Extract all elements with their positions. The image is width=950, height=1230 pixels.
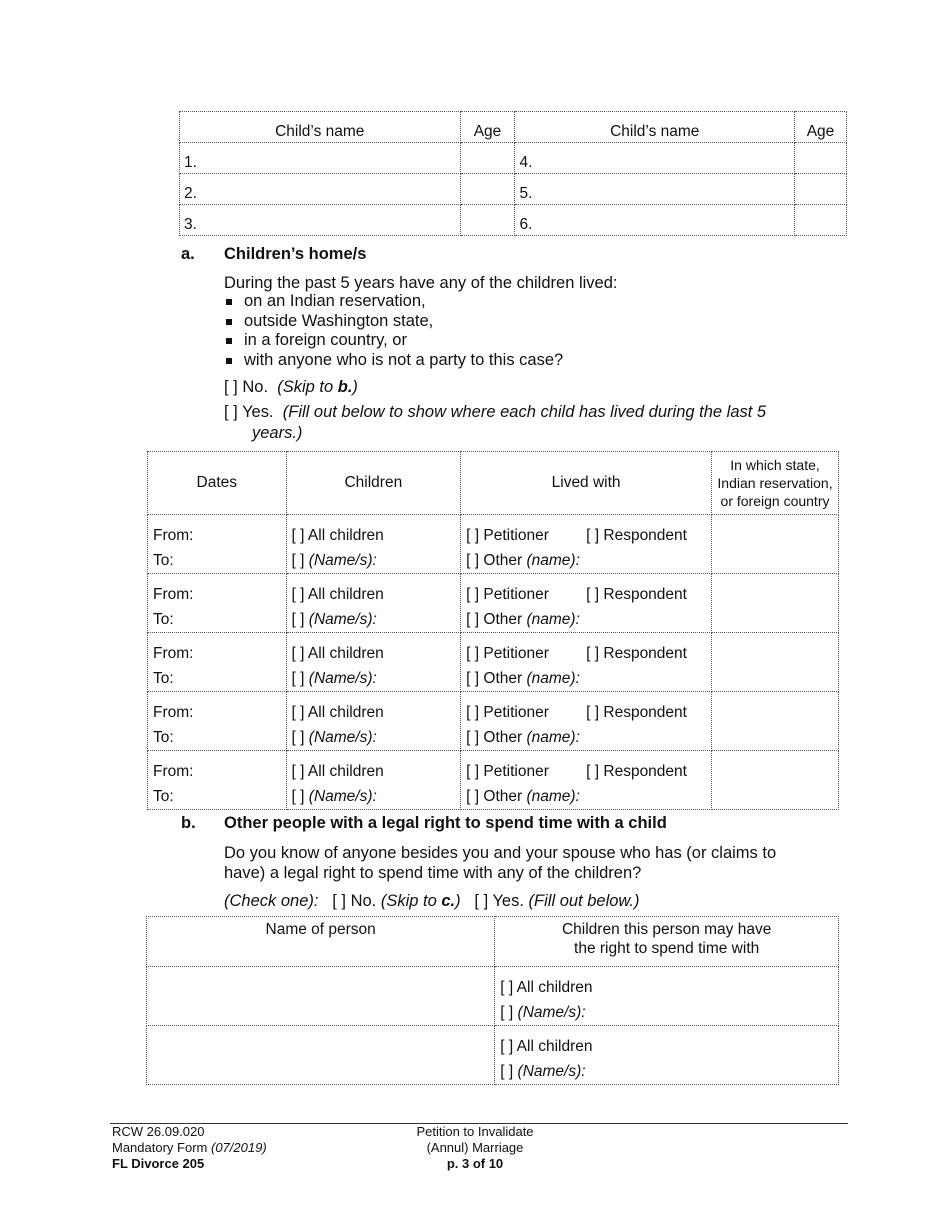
children-cell[interactable] [286,633,461,692]
other-people-header [147,917,839,967]
respondent-checkbox[interactable]: [ ] Respondent [586,704,687,721]
all-children-checkbox[interactable]: [ ] All children [500,979,593,996]
table-row [180,143,847,174]
child-name-cell[interactable]: 3. [180,205,461,236]
bullet-square-icon [226,319,232,325]
age-header: Age [795,112,847,143]
petitioner-checkbox[interactable]: [ ] Petitioner [466,586,549,603]
other-checkbox[interactable]: [ ] Other (name): [466,729,580,746]
yes-checkbox[interactable]: [ ] [224,403,238,421]
residence-history-table [147,451,839,810]
child-name-header: Child’s name [180,112,461,143]
table-row [148,751,839,810]
bullet-square-icon [226,358,232,364]
section-a-title: Children’s home/s [224,245,367,263]
no-checkbox[interactable]: [ ] [224,378,238,396]
location-cell[interactable] [712,692,839,751]
lived-with-cell[interactable] [461,574,712,633]
yes-label: Yes. [242,403,274,421]
skip-note: (Skip to b.) [277,378,358,396]
footer-form-id: FL Divorce 205 [112,1156,205,1171]
footer-title-2: (Annul) Marriage [426,1140,524,1155]
person-name-cell[interactable] [147,967,495,1026]
child-name-cell[interactable]: 6. [515,205,795,236]
table-row [148,515,839,574]
child-age-cell[interactable] [795,174,847,205]
petitioner-checkbox[interactable]: [ ] Petitioner [466,763,549,780]
location-cell[interactable] [712,574,839,633]
child-age-cell[interactable] [795,205,847,236]
child-age-cell[interactable] [460,205,515,236]
dates-cell[interactable]: From: To: [148,574,287,633]
other-checkbox[interactable]: [ ] Other (name): [466,552,580,569]
child-name-cell[interactable]: 1. [180,143,461,174]
child-name-cell[interactable]: 5. [515,174,795,205]
children-cell[interactable] [286,574,461,633]
all-children-checkbox[interactable]: [ ] All children [291,704,384,721]
footer-left [112,1124,267,1172]
children-cell[interactable] [286,515,461,574]
lived-with-cell[interactable] [461,515,712,574]
lived-with-cell[interactable] [461,751,712,810]
location-cell[interactable] [712,633,839,692]
children-cell[interactable] [286,692,461,751]
other-checkbox[interactable]: [ ] Other (name): [466,788,580,805]
children-header: Children [286,452,461,515]
other-people-table [146,916,839,1085]
footer-page: p. 3 of 10 [446,1156,504,1171]
other-checkbox[interactable]: [ ] Other (name): [466,670,580,687]
fill-out-note: (Fill out below.) [528,892,640,910]
yes-note-line2: years.) [252,424,303,442]
location-cell[interactable] [712,515,839,574]
name-of-person-header: Name of person [147,917,495,967]
child-age-cell[interactable] [460,174,515,205]
residence-bullet-list [224,292,563,370]
children-cell[interactable] [495,1026,839,1085]
names-checkbox[interactable]: [ ] (Name/s): [291,729,377,746]
child-name-cell[interactable]: 4. [515,143,795,174]
table-row [180,174,847,205]
table-row [148,692,839,751]
list-item: with anyone who is not a party to this case? [224,351,563,371]
names-checkbox[interactable]: [ ] (Name/s): [291,552,377,569]
list-item: outside Washington state, [224,312,563,332]
names-checkbox[interactable]: [ ] (Name/s): [291,788,377,805]
respondent-checkbox[interactable]: [ ] Respondent [586,586,687,603]
table-row [147,1026,839,1085]
list-item: on an Indian reservation, [224,292,563,312]
section-b-question: Do you know of anyone besides you and your spouse who has (or claims to have) a legal right to spend time with any of the children? [224,844,777,882]
dates-cell[interactable]: From: To: [148,692,287,751]
child-age-cell[interactable] [795,143,847,174]
bullet-square-icon [226,299,232,305]
all-children-checkbox[interactable]: [ ] All children [291,527,384,544]
petitioner-checkbox[interactable]: [ ] Petitioner [466,527,549,544]
bullet-square-icon [226,338,232,344]
child-name-header: Child’s name [515,112,795,143]
table-row [147,967,839,1026]
all-children-checkbox[interactable]: [ ] All children [291,645,384,662]
lived-with-header: Lived with [461,452,712,515]
other-checkbox[interactable]: [ ] Other (name): [466,611,580,628]
yes-checkbox[interactable]: [ ] Yes. [474,892,524,910]
dates-header: Dates [148,452,287,515]
lived-with-cell[interactable] [461,633,712,692]
all-children-checkbox[interactable]: [ ] All children [291,586,384,603]
table-row [148,574,839,633]
section-b-letter: b. [181,814,196,832]
footer-mandatory: Mandatory Form (07/2019) [112,1140,267,1155]
section-b-check-one [224,891,640,911]
footer-title-1: Petition to Invalidate [416,1124,534,1139]
names-checkbox[interactable]: [ ] (Name/s): [500,1004,586,1021]
children-table [179,111,847,236]
respondent-checkbox[interactable]: [ ] Respondent [586,527,687,544]
names-checkbox[interactable]: [ ] (Name/s): [500,1063,586,1080]
residence-table-header [148,452,839,515]
names-checkbox[interactable]: [ ] (Name/s): [291,611,377,628]
dates-cell[interactable]: From: To: [148,633,287,692]
table-row [180,205,847,236]
all-children-checkbox[interactable]: [ ] All children [500,1038,593,1055]
footer-center [380,1124,570,1172]
section-b-title: Other people with a legal right to spend time with a child [224,814,667,832]
respondent-checkbox[interactable]: [ ] Respondent [586,763,687,780]
section-a-intro: During the past 5 years have any of the children lived: [224,274,618,292]
dates-cell[interactable]: From: To: [148,751,287,810]
petitioner-checkbox[interactable]: [ ] Petitioner [466,645,549,662]
footer-rcw: RCW 26.09.020 [112,1124,205,1139]
children-cell[interactable] [286,751,461,810]
list-item: in a foreign country, or [224,331,563,351]
table-row [148,633,839,692]
person-name-cell[interactable] [147,1026,495,1085]
no-checkbox[interactable]: [ ] No. [332,892,377,910]
children-right-header: Children this person may have the right to spend time with [495,917,839,967]
skip-note: (Skip to c.) [380,892,461,910]
child-name-cell[interactable]: 2. [180,174,461,205]
location-header: In which state, Indian reservation, or foreign country [712,452,839,515]
no-label: No. [242,378,269,396]
children-table-header [180,112,847,143]
age-header: Age [460,112,515,143]
section-a-letter: a. [181,245,195,263]
section-a-yes-option [224,402,766,422]
all-children-checkbox[interactable]: [ ] All children [291,763,384,780]
names-checkbox[interactable]: [ ] (Name/s): [291,670,377,687]
dates-cell[interactable]: From: To: [148,515,287,574]
children-cell[interactable] [495,967,839,1026]
section-a-no-option [224,377,358,397]
lived-with-cell[interactable] [461,692,712,751]
petitioner-checkbox[interactable]: [ ] Petitioner [466,704,549,721]
location-cell[interactable] [712,751,839,810]
check-one-label: (Check one): [224,892,319,910]
child-age-cell[interactable] [460,143,515,174]
respondent-checkbox[interactable]: [ ] Respondent [586,645,687,662]
yes-note-line1: (Fill out below to show where each child has lived during the last 5 [282,403,767,421]
